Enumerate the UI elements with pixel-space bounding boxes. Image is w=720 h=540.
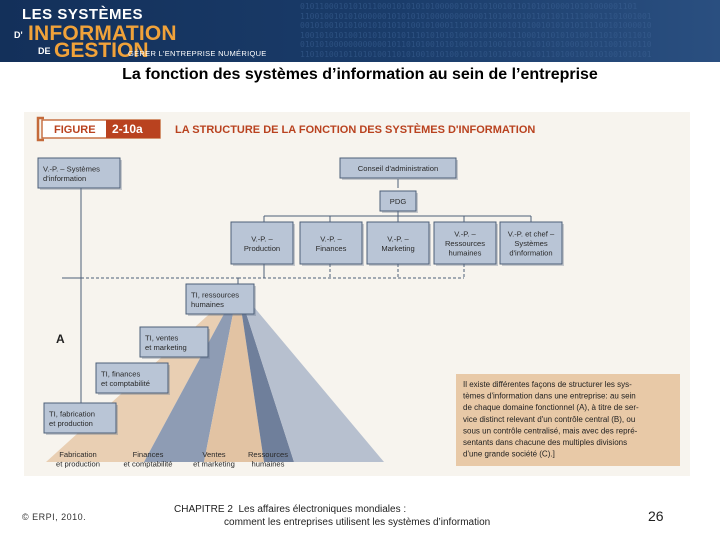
- note-line: sous un contrôle centralisé, mais avec des repré-: [463, 426, 638, 436]
- org-structure-diagram: [24, 112, 690, 476]
- board-box-line: Conseil d'administration: [357, 164, 439, 173]
- ceo-box-line: PDG: [389, 197, 407, 206]
- vp-si-box: [38, 158, 122, 190]
- vp-box-5: [500, 222, 564, 266]
- board-box: [340, 158, 458, 180]
- vp-box-1-line: V.-P. –: [251, 234, 273, 244]
- pyramid-base-label: et marketing: [193, 459, 235, 469]
- it-unit-box-3: [96, 363, 170, 395]
- note-line: vice distinct relevant d'un contrôle central (B), ou: [463, 414, 636, 424]
- it-unit-box-3-line: et comptabilité: [101, 378, 150, 388]
- vp-box-2: [300, 222, 364, 266]
- it-unit-box-1-line: humaines: [191, 299, 224, 309]
- it-unit-box-4: [44, 403, 118, 435]
- vp-box-1: [231, 222, 295, 266]
- figure-title: LA STRUCTURE DE LA FONCTION DES SYSTÈMES D'INFORMATION: [175, 124, 536, 136]
- pyramid-base-label: Fabrication: [59, 450, 97, 459]
- note-line: de chaque domaine fonctionnel (A), à titre de ser-: [463, 403, 639, 413]
- pyramid-base-label: et production: [56, 459, 100, 469]
- vp-box-4: [434, 222, 498, 266]
- vp-box-2-line: V.-P. –: [320, 234, 342, 244]
- it-unit-box-2-line: TI, ventes: [145, 333, 179, 343]
- ceo-box: [380, 191, 418, 213]
- binary-pattern: 0101100010101011000101010101000001010101001011010101000010101000001101 1100100101010000001010101010000000000011010010101101101111100011101001001 0010100101010010101010100101000111010101010101010010101010111100101000010 1001010101001010101010111010101010010101000111000101010101001110101011010 0101010000000000001011010100101010010101001010101010101000101011001010110 1101010010110101001101010010101001010101010100101011101001010101001010101: [300, 2, 652, 59]
- logo-line-2: INFORMATION: [28, 22, 177, 45]
- vp-box-3-line: V.-P. –: [387, 234, 409, 244]
- figure-label: FIGURE: [54, 124, 96, 136]
- chapter-reference: [174, 503, 490, 529]
- explanatory-note: [463, 380, 639, 459]
- copyright: © ERPI, 2010.: [22, 512, 87, 522]
- figure-panel: [24, 112, 690, 476]
- dashed-links: [238, 264, 464, 278]
- it-unit-box-2: [140, 327, 210, 359]
- vp-si-box-line: V.-P. – Systèmes: [43, 164, 100, 174]
- slide-title: La fonction des systèmes d’information au sein de l’entreprise: [122, 66, 598, 83]
- logo-line-2-prefix: D': [14, 30, 23, 40]
- logo-line-1: LES SYSTÈMES: [22, 6, 144, 23]
- it-unit-box-2-line: et marketing: [145, 342, 187, 352]
- page-number: 26: [648, 508, 664, 524]
- vp-box-4-line: humaines: [448, 248, 482, 258]
- chapter-line-1: CHAPITRE 2 Les affaires électroniques mondiales :: [174, 504, 407, 515]
- pyramid-base-label: et comptabilité: [123, 459, 173, 469]
- vp-box-5-line: Systèmes: [514, 239, 548, 248]
- logo-line-3: GESTION: [54, 39, 149, 62]
- vp-box-2-line: Finances: [315, 243, 347, 253]
- vp-box-5-line: d'information: [509, 248, 553, 258]
- note-line: tèmes d'information dans une entreprise: au sein: [463, 391, 636, 401]
- vp-box-4-line: Ressources: [444, 239, 486, 248]
- it-unit-box-4-line: TI, fabrication: [49, 409, 96, 419]
- logo-tagline: GÉRER L'ENTREPRISE NUMÉRIQUE: [128, 49, 267, 58]
- it-unit-box-4-line: et production: [49, 418, 93, 428]
- marker-a: A: [56, 332, 65, 346]
- vp-si-box-line: d'information: [43, 173, 87, 183]
- pyramid-base-label: Ressources: [247, 450, 289, 459]
- note-line: sentants dans chacune des multiples divisions: [463, 438, 628, 447]
- chapter-line-2: comment les entreprises utilisent les systèmes d’information: [174, 517, 491, 528]
- logo-line-3-prefix: DE: [38, 46, 51, 56]
- vp-box-4-line: V.-P. –: [454, 229, 476, 239]
- it-unit-box-1-line: TI, ressources: [191, 290, 240, 300]
- it-unit-box-1: [186, 284, 256, 316]
- figure-number: 2-10a: [112, 122, 143, 136]
- vp-box-3: [367, 222, 431, 266]
- pyramid-base-label: Ventes: [202, 450, 226, 459]
- note-line: d'une grande société (C).]: [463, 449, 555, 459]
- vp-box-3-line: Marketing: [381, 243, 415, 253]
- it-unit-box-3-line: TI, finances: [101, 369, 141, 379]
- vp-box-5-line: V.-P. et chef –: [507, 229, 555, 239]
- note-line: Il existe différentes façons de structurer les sys-: [463, 380, 632, 389]
- vp-box-1-line: Production: [243, 243, 281, 253]
- pyramid-base-label: Finances: [132, 450, 164, 459]
- header-banner: [0, 0, 720, 62]
- pyramid-base-label: humaines: [251, 459, 285, 469]
